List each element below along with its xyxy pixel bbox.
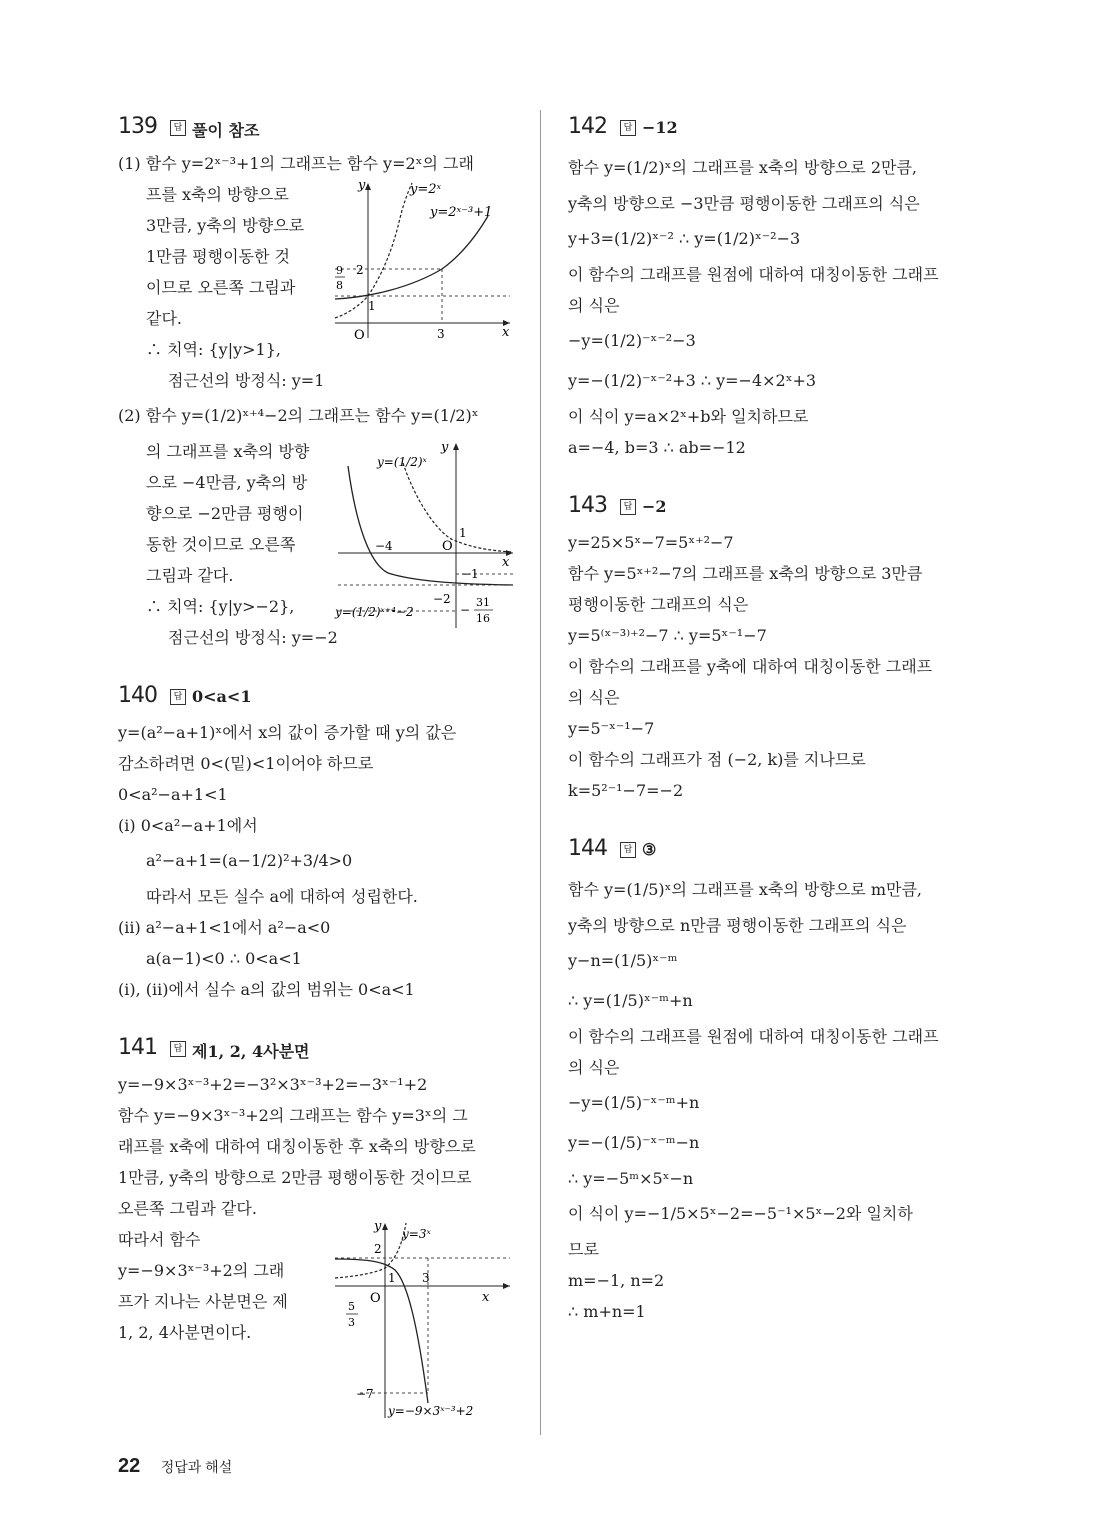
- text-line: 1만큼 평행이동한 것: [146, 247, 290, 266]
- problem-number: 144: [568, 836, 607, 861]
- problem-142-header: [568, 110, 978, 144]
- text-line: m=−1, n=2: [568, 1271, 665, 1290]
- text-line: 프를 x축의 방향으로: [146, 185, 289, 204]
- graph-139-2: [333, 438, 518, 630]
- text-line: 평행이동한 그래프의 식은: [568, 595, 749, 614]
- text-line: y=5⁻ˣ⁻¹−7: [568, 719, 655, 738]
- text-line: 0<a²−a+1<1: [118, 785, 228, 804]
- text-line: −y=(1/5)⁻ˣ⁻ᵐ+n: [568, 1093, 700, 1112]
- tick-label-1: 1: [459, 526, 467, 540]
- answer: −2: [642, 497, 667, 516]
- text-line: 이 함수의 그래프를 y축에 대하여 대칭이동한 그래프: [568, 657, 933, 676]
- text-line: 으로 −4만큼, y축의 방: [146, 473, 308, 492]
- text-line: 점근선의 방정식: y=1: [168, 371, 325, 390]
- tick-label-3: 3: [437, 327, 445, 341]
- axis-label-x: x: [502, 325, 510, 340]
- problem-number: 142: [568, 114, 607, 139]
- text-line: 점근선의 방정식: y=−2: [168, 628, 338, 647]
- answer-badge-icon: 답: [620, 499, 636, 515]
- text-line: y축의 방향으로 n만큼 평행이동한 그래프의 식은: [568, 916, 907, 935]
- tick-label-3: 3: [422, 1271, 430, 1285]
- text-line: y−n=(1/5)ˣ⁻ᵐ: [568, 951, 678, 970]
- column-divider: [540, 110, 541, 1435]
- text-line: 따라서 함수: [118, 1230, 201, 1249]
- text-line: 의 그래프를 x축의 방향: [146, 442, 310, 461]
- tick-label-1: 1: [388, 1271, 396, 1285]
- problem-144-header: [568, 832, 978, 866]
- text-line: (ii) a²−a+1<1에서 a²−a<0: [118, 918, 331, 937]
- text-line: ∴ m+n=1: [568, 1302, 646, 1321]
- tick-label-2: 2: [374, 1242, 382, 1256]
- tick-label-minus-4: −4: [375, 539, 393, 553]
- text-line: 함수 y=5ˣ⁺²−7의 그래프를 x축의 방향으로 3만큼: [568, 564, 923, 583]
- problem-number: 143: [568, 493, 607, 518]
- answer-badge-icon: 답: [170, 120, 186, 136]
- text-line: 프가 지나는 사분면은 제: [118, 1292, 288, 1311]
- answer-badge-icon: 답: [170, 689, 186, 705]
- problem-141-header: [118, 1031, 523, 1065]
- curve-label-b: y=2ˣ⁻³+1: [430, 205, 493, 220]
- tick-label-minus-2: −2: [433, 592, 451, 606]
- text-line: y=−9×3ˣ⁻³+2=−3²×3ˣ⁻³+2=−3ˣ⁻¹+2: [118, 1075, 428, 1094]
- text-line: k=5²⁻¹−7=−2: [568, 781, 684, 800]
- curve-label-a: y=2ˣ: [410, 182, 442, 197]
- axis-label-y: y: [374, 1219, 382, 1234]
- text-line: y축의 방향으로 −3만큼 평행이동한 그래프의 식은: [568, 194, 920, 213]
- text-line: 의 식은: [568, 296, 620, 315]
- origin-label: O: [442, 539, 453, 554]
- text-line: 이므로 오른쪽 그림과: [146, 278, 296, 297]
- text-line: 이 함수의 그래프가 점 (−2, k)를 지나므로: [568, 750, 866, 769]
- problem-number: 139: [118, 114, 157, 139]
- text-line: 의 식은: [568, 1058, 620, 1077]
- tick-label-minus-1: −1: [461, 567, 479, 581]
- problem-143-header: [568, 489, 978, 523]
- text-line: 감소하려면 0<(밑)<1이어야 하므로: [118, 754, 374, 773]
- problem-number: 140: [118, 683, 157, 708]
- text-line: 3만큼, y축의 방향으로: [146, 216, 305, 235]
- tick-label-frac-sign: −: [460, 603, 471, 617]
- text-line: (2) 함수 y=(1/2)ˣ⁺⁴−2의 그래프는 함수 y=(1/2)ˣ: [118, 406, 479, 425]
- text-line: 동한 것이므로 오른쪽: [146, 535, 296, 554]
- text-line: 1, 2, 4사분면이다.: [118, 1323, 252, 1342]
- answer-badge-icon: 답: [170, 1041, 186, 1057]
- text-line: 이 함수의 그래프를 원점에 대하여 대칭이동한 그래프: [568, 1027, 939, 1046]
- page-number: 22: [118, 1455, 141, 1477]
- axis-label-x: x: [482, 1290, 490, 1305]
- text-line: 오른쪽 그림과 같다.: [118, 1199, 257, 1218]
- axis-label-x: x: [502, 555, 510, 570]
- axis-label-y: y: [441, 440, 449, 455]
- text-line: (1) 함수 y=2ˣ⁻³+1의 그래프는 함수 y=2ˣ의 그래: [118, 154, 474, 173]
- answer: 0<a<1: [192, 687, 252, 706]
- axis-label-y: y: [358, 178, 366, 193]
- curve-label-b: y=(1/2)ˣ⁺⁴−2: [335, 605, 414, 619]
- text-line: y=−9×3ˣ⁻³+2의 그래: [118, 1261, 285, 1280]
- text-line: −y=(1/2)⁻ˣ⁻²−3: [568, 331, 696, 350]
- text-line: 따라서 모든 실수 a에 대하여 성립한다.: [146, 887, 418, 906]
- text-line: 함수 y=(1/2)ˣ의 그래프를 x축의 방향으로 2만큼,: [568, 158, 918, 177]
- text-line: y=−(1/2)⁻ˣ⁻²+3 ∴ y=−4×2ˣ+3: [568, 371, 817, 390]
- curve-label-b: y=−9×3ˣ⁻³+2: [388, 1404, 474, 1418]
- text-line: y=25×5ˣ−7=5ˣ⁺²−7: [568, 533, 734, 552]
- curve-label-a: y=3ˣ: [402, 1227, 431, 1241]
- curve-label-a: y=(1/2)ˣ: [377, 455, 427, 469]
- answer: ③: [642, 840, 657, 859]
- text-line: ∴ 치역: {y|y>1},: [146, 340, 281, 359]
- text-line: y=5⁽ˣ⁻³⁾⁺²−7 ∴ y=5ˣ⁻¹−7: [568, 626, 767, 645]
- answer-badge-icon: 답: [620, 842, 636, 858]
- page-footer: [118, 1455, 232, 1478]
- tick-label-2: 2: [356, 263, 364, 277]
- tick-label-1: 1: [368, 299, 376, 313]
- text-line: a²−a+1=(a−1/2)²+3/4>0: [146, 851, 353, 870]
- text-line: ∴ 치역: {y|y>−2},: [146, 597, 295, 616]
- text-line: 그림과 같다.: [146, 566, 234, 585]
- text-line: 래프를 x축에 대하여 대칭이동한 후 x축의 방향으로: [118, 1137, 476, 1156]
- footer-title: 정답과 해설: [160, 1458, 233, 1475]
- text-line: ∴ y=−5ᵐ×5ˣ−n: [568, 1169, 694, 1188]
- text-line: 향으로 −2만큼 평행이: [146, 504, 304, 523]
- text-line: (i), (ii)에서 실수 a의 값의 범위는 0<a<1: [118, 980, 415, 999]
- tick-label-5-3-den: 3: [348, 1316, 355, 1329]
- tick-label-9-8-num: 9: [336, 264, 343, 277]
- answer-badge-icon: 답: [620, 120, 636, 136]
- text-line: y+3=(1/2)ˣ⁻² ∴ y=(1/2)ˣ⁻²−3: [568, 229, 801, 248]
- text-line: y=−(1/5)⁻ˣ⁻ᵐ−n: [568, 1133, 700, 1152]
- tick-label-frac-den: 16: [476, 612, 490, 625]
- text-line: 이 식이 y=−1/5×5ˣ−2=−5⁻¹×5ˣ−2와 일치하: [568, 1204, 913, 1223]
- text-line: 의 식은: [568, 688, 620, 707]
- tick-label-frac-num: 31: [476, 596, 490, 609]
- graph-139-1: [330, 178, 520, 343]
- text-line: ∴ y=(1/5)ˣ⁻ᵐ+n: [568, 991, 693, 1010]
- graph-141: [330, 1218, 520, 1423]
- text-line: 함수 y=(1/5)ˣ의 그래프를 x축의 방향으로 m만큼,: [568, 880, 923, 899]
- origin-label: O: [370, 1291, 381, 1306]
- text-line: y=(a²−a+1)ˣ에서 x의 값이 증가할 때 y의 값은: [118, 723, 457, 742]
- tick-label-minus-7: −7: [356, 1387, 374, 1401]
- problem-139-header: [118, 110, 523, 144]
- answer: 풀이 참조: [192, 121, 260, 140]
- problem-number: 141: [118, 1035, 157, 1060]
- answer: −12: [642, 118, 678, 137]
- text-line: 1만큼, y축의 방향으로 2만큼 평행이동한 것이므로: [118, 1168, 472, 1187]
- text-line: a=−4, b=3 ∴ ab=−12: [568, 438, 746, 457]
- text-line: 이 식이 y=a×2ˣ+b와 일치하므로: [568, 407, 809, 426]
- right-column: [568, 110, 978, 1327]
- tick-label-5-3-num: 5: [348, 1300, 355, 1313]
- text-line: a(a−1)<0 ∴ 0<a<1: [146, 949, 302, 968]
- text-line: 같다.: [146, 309, 182, 328]
- text-line: (i) 0<a²−a+1에서: [118, 816, 258, 835]
- problem-140-header: [118, 679, 523, 713]
- origin-label: O: [354, 328, 365, 343]
- text-line: 므로: [568, 1240, 599, 1259]
- text-line: 함수 y=−9×3ˣ⁻³+2의 그래프는 함수 y=3ˣ의 그: [118, 1106, 468, 1125]
- tick-label-9-8-den: 8: [336, 279, 343, 292]
- text-line: 이 함수의 그래프를 원점에 대하여 대칭이동한 그래프: [568, 265, 939, 284]
- answer: 제1, 2, 4사분면: [192, 1042, 310, 1061]
